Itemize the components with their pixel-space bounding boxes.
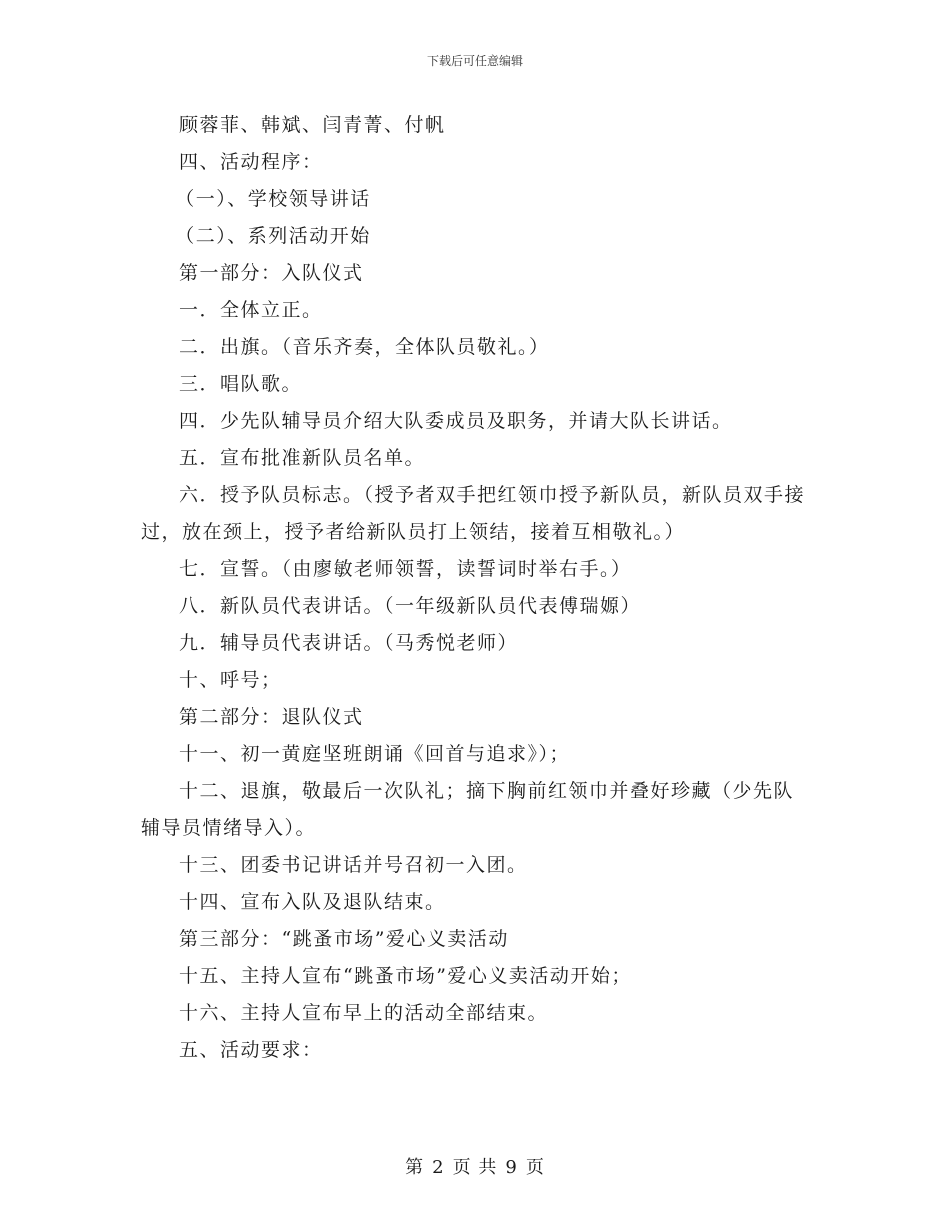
paragraph: （一）、学校领导讲话 xyxy=(175,188,371,210)
list-item: 六．授予队员标志。（授予者双手把红领巾授予新队员，新队员双手接过，放在颈上，授予者给新队员打上领结，接着互相敬礼。） xyxy=(141,484,806,543)
list-item: 五．宣布批准新队员名单。 xyxy=(179,447,426,469)
footer-prefix: 第 xyxy=(405,1157,425,1178)
list-item: 三．唱队歌。 xyxy=(179,373,303,395)
part-heading: 第三部分：“跳蚤市场”爱心义卖活动 xyxy=(179,928,509,950)
footer-middle: 页 共 xyxy=(452,1157,498,1178)
paragraph: （二）、系列活动开始 xyxy=(175,225,371,247)
page-header: 下载后可任意编辑 xyxy=(426,54,523,68)
list-item: 四．少先队辅导员介绍大队委成员及职务，并请大队长讲话。 xyxy=(179,410,733,432)
list-item: 一．全体立正。 xyxy=(179,299,323,321)
list-item: 十二、退旗，敬最后一次队礼；摘下胸前红领巾并叠好珍藏（少先队辅导员情绪导入）。 xyxy=(141,780,795,839)
list-item: 十三、团委书记讲话并号召初一入团。 xyxy=(179,854,528,876)
part-heading: 第二部分：退队仪式 xyxy=(179,706,364,728)
list-item: 十六、主持人宣布早上的活动全部结束。 xyxy=(179,1002,549,1024)
list-item: 十、呼号； xyxy=(179,669,282,691)
section-heading: 四、活动程序： xyxy=(179,151,323,173)
list-item: 十一、初一黄庭坚班朗诵《回首与追求》）； xyxy=(179,743,571,765)
list-item: 八．新队员代表讲话。（一年级新队员代表傅瑞嫄） xyxy=(179,595,642,617)
page-total: 9 xyxy=(505,1157,518,1178)
list-item: 二．出旗。（音乐齐奏，全体队员敬礼。） xyxy=(179,336,550,358)
paragraph: 顾蓉菲、韩斌、闫青菁、付帆 xyxy=(179,114,446,136)
list-item: 七．宣誓。（由廖敏老师领誓，读誓词时举右手。） xyxy=(179,558,632,580)
list-item: 九．辅导员代表讲话。（马秀悦老师） xyxy=(179,632,519,654)
section-heading: 五、活动要求： xyxy=(179,1039,323,1061)
document-body xyxy=(141,107,805,1069)
part-heading: 第一部分：入队仪式 xyxy=(179,262,364,284)
page-footer xyxy=(0,1153,950,1179)
list-item: 十五、主持人宣布“跳蚤市场”爱心义卖活动开始； xyxy=(179,965,632,987)
footer-suffix: 页 xyxy=(525,1157,545,1178)
page-number: 2 xyxy=(432,1157,445,1178)
list-item: 十四、宣布入队及退队结束。 xyxy=(179,891,446,913)
